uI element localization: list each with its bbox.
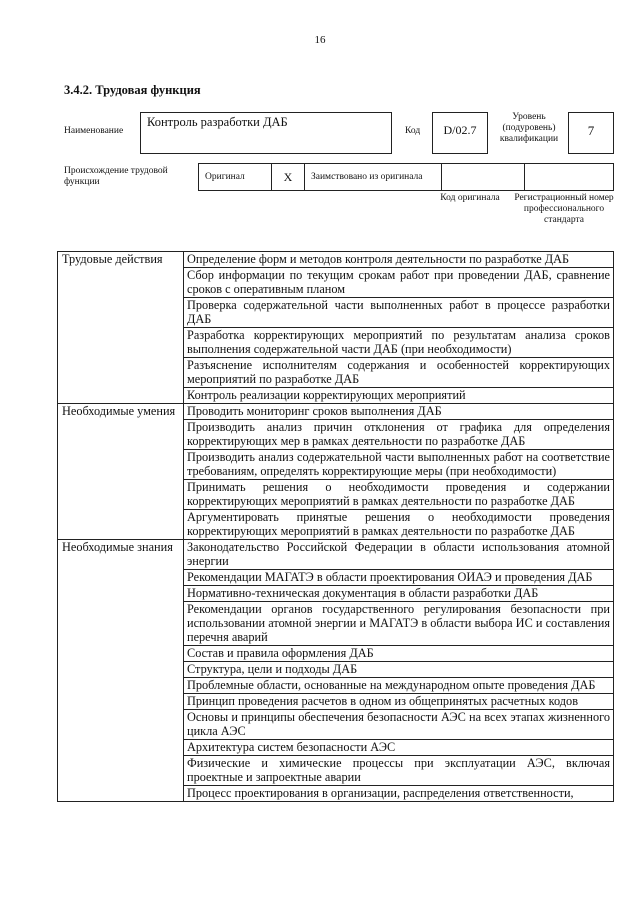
requirement-item: Производить анализ содержательной части выполненных работ на соответствие требованиям, определять корректирующие меры (при необходимости) xyxy=(184,450,614,480)
requirement-item: Сбор информации по текущим срокам работ при проведении ДАБ, сравнение сроков с оперативным планом xyxy=(184,268,614,298)
function-details-table xyxy=(57,251,614,802)
section-heading-labor-actions: Трудовые действия xyxy=(58,252,184,404)
code-label: Код xyxy=(405,126,421,136)
name-label: Наименование xyxy=(64,126,124,136)
requirement-item: Архитектура систем безопасности АЭС xyxy=(184,740,614,756)
requirement-item: Процесс проектирования в организации, распределения ответственности, xyxy=(184,786,614,802)
section-heading-required-skills: Необходимые умения xyxy=(58,404,184,540)
requirement-item: Разъяснение исполнителям содержания и особенностей корректирующих мероприятий по разработке ДАБ xyxy=(184,358,614,388)
requirement-item: Проблемные области, основанные на международном опыте проведения ДАБ xyxy=(184,678,614,694)
reg-number-caption: Регистрационный номер профессионального стандарта xyxy=(514,193,614,225)
requirement-item: Состав и правила оформления ДАБ xyxy=(184,646,614,662)
reg-number-cell xyxy=(525,164,614,191)
original-mark: X xyxy=(272,164,305,191)
requirement-item: Аргументировать принятые решения о необходимости проведения корректирующих мероприятий в рамках деятельности по разработке ДАБ xyxy=(184,510,614,540)
code-original-cell xyxy=(442,164,525,191)
origin-label: Происхождение трудовой функции xyxy=(64,166,168,187)
requirement-item: Законодательство Российской Федерации в области использования атомной энергии xyxy=(184,540,614,570)
function-code-field: D/02.7 xyxy=(432,112,488,154)
requirement-item: Проверка содержательной части выполненных работ в процессе разработки ДАБ xyxy=(184,298,614,328)
function-name-field: Контроль разработки ДАБ xyxy=(140,112,392,154)
requirement-item: Основы и принципы обеспечения безопасности АЭС на всех этапах жизненного цикла АЭС xyxy=(184,710,614,740)
qualification-level-field: 7 xyxy=(568,112,614,154)
section-heading-required-knowledge: Необходимые знания xyxy=(58,540,184,802)
requirement-item: Принимать решения о необходимости проведения и содержании корректирующих мероприятий в рамках деятельности по разработке ДАБ xyxy=(184,480,614,510)
requirement-item: Разработка корректирующих мероприятий по результатам анализа сроков выполнения содержательной части ДАБ (при необходимости) xyxy=(184,328,614,358)
requirement-item: Нормативно-техническая документация в области разработки ДАБ xyxy=(184,586,614,602)
requirement-item: Принцип проведения расчетов в одном из общепринятых расчетных кодов xyxy=(184,694,614,710)
code-original-caption: Код оригинала xyxy=(440,193,500,203)
requirement-item: Определение форм и методов контроля деятельности по разработке ДАБ xyxy=(184,252,614,268)
table-row xyxy=(58,404,614,420)
requirement-item: Физические и химические процессы при эксплуатации АЭС, включая проектные и запроектные аварии xyxy=(184,756,614,786)
requirement-item: Производить анализ причин отклонения от графика для определения корректирующих мер в рамках деятельности по разработке ДАБ xyxy=(184,420,614,450)
requirement-item: Контроль реализации корректирующих мероприятий xyxy=(184,388,614,404)
table-row xyxy=(58,252,614,268)
requirement-item: Рекомендации органов государственного регулирования безопасности при использовании атомной энергии и МАГАТЭ в области выбора ИС и составления перечня аварий xyxy=(184,602,614,646)
table-row xyxy=(58,540,614,570)
page-number: 16 xyxy=(314,34,326,46)
requirement-item: Проводить мониторинг сроков выполнения ДАБ xyxy=(184,404,614,420)
qualification-level-label: Уровень (подуровень) квалификации xyxy=(499,112,559,144)
section-title: 3.4.2. Трудовая функция xyxy=(64,83,201,97)
requirement-item: Структура, цели и подходы ДАБ xyxy=(184,662,614,678)
original-label: Оригинал xyxy=(199,164,272,191)
borrowed-label: Заимствовано из оригинала xyxy=(305,164,442,191)
requirement-item: Рекомендации МАГАТЭ в области проектирования ОИАЭ и проведения ДАБ xyxy=(184,570,614,586)
origin-table xyxy=(198,163,614,191)
